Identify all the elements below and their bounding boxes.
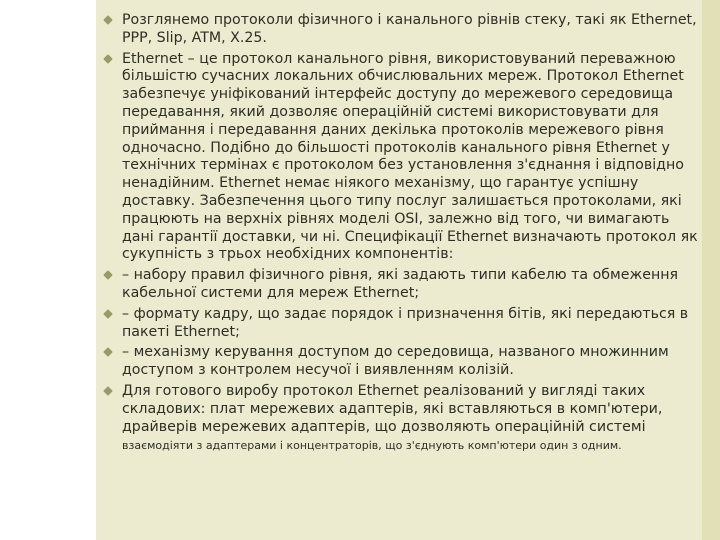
bullet-item-4: [102, 306, 698, 342]
bullet-item-2: [102, 51, 698, 265]
diamond-bullet-icon: [103, 15, 113, 25]
right-accent-stripe: [702, 0, 720, 540]
small-continuation-note: взаємодіяти з адаптерами і концентраторів, що з'єднують комп'ютери один з одним.: [122, 439, 622, 453]
diamond-bullet-icon: [103, 386, 113, 396]
bullet-text: Ethernet – це протокол канального рівня, використовуваний переважною більшістю сучасних локальних обчислювальних мереж. Протокол Ethernet забезпечує уніфікований інтерфейс доступу до мережевого середовища передавання, який дозволяє операційній системі використовувати для приймання і передавання даних декілька протоколів мережевого рівня одночасно. Подібно до більшості протоколів канального рівня Ethernet у технічних термінах є протоколом без установлення з'єднання і відповідно ненадійним. Ethernet немає ніякого механізму, що гарантує успішну доставку. Забезпечення цього типу послуг залишається протоколами, які працюють на верхніх рівнях моделі OSI, залежно від того, чи вимагають дані гарантії доставки, чи ні. Специфікації Ethernet визначають протокол як сукупність з трьох необхідних компонентів:: [122, 50, 698, 263]
bullet-text: Розглянемо протоколи фізичного і канального рівнів стеку, такі як Ethernet, PPP, Slip, ATM, X.25.: [122, 12, 697, 46]
bullet-item-1: [102, 12, 698, 48]
diamond-bullet-icon: [103, 309, 113, 319]
slide-content: [102, 12, 698, 453]
bullet-list: [102, 12, 698, 436]
bullet-text: – формату кадру, що задає порядок і призначення бітів, які передаються в пакеті Ethernet;: [122, 305, 689, 340]
diamond-bullet-icon: [103, 348, 113, 358]
bullet-text: – механізму керування доступом до середовища, названого множинним доступом з контролем несучої і виявленням колізій.: [122, 344, 669, 379]
bullet-item-5: [102, 344, 698, 380]
diamond-bullet-icon: [103, 54, 113, 64]
bullet-item-3: [102, 267, 698, 303]
diamond-bullet-icon: [103, 270, 113, 280]
bullet-text: Для готового виробу протокол Ethernet реалізований у вигляді таких складових: плат мережевих адаптерів, які вставляються в комп'ютери, драйверів мережевих адаптерів, що дозволяють операційній системі: [122, 382, 663, 435]
bullet-text: – набору правил фізичного рівня, які задають типи кабелю та обмеження кабельної системи для мереж Ethernet;: [122, 267, 679, 301]
bullet-item-6: [102, 383, 698, 436]
